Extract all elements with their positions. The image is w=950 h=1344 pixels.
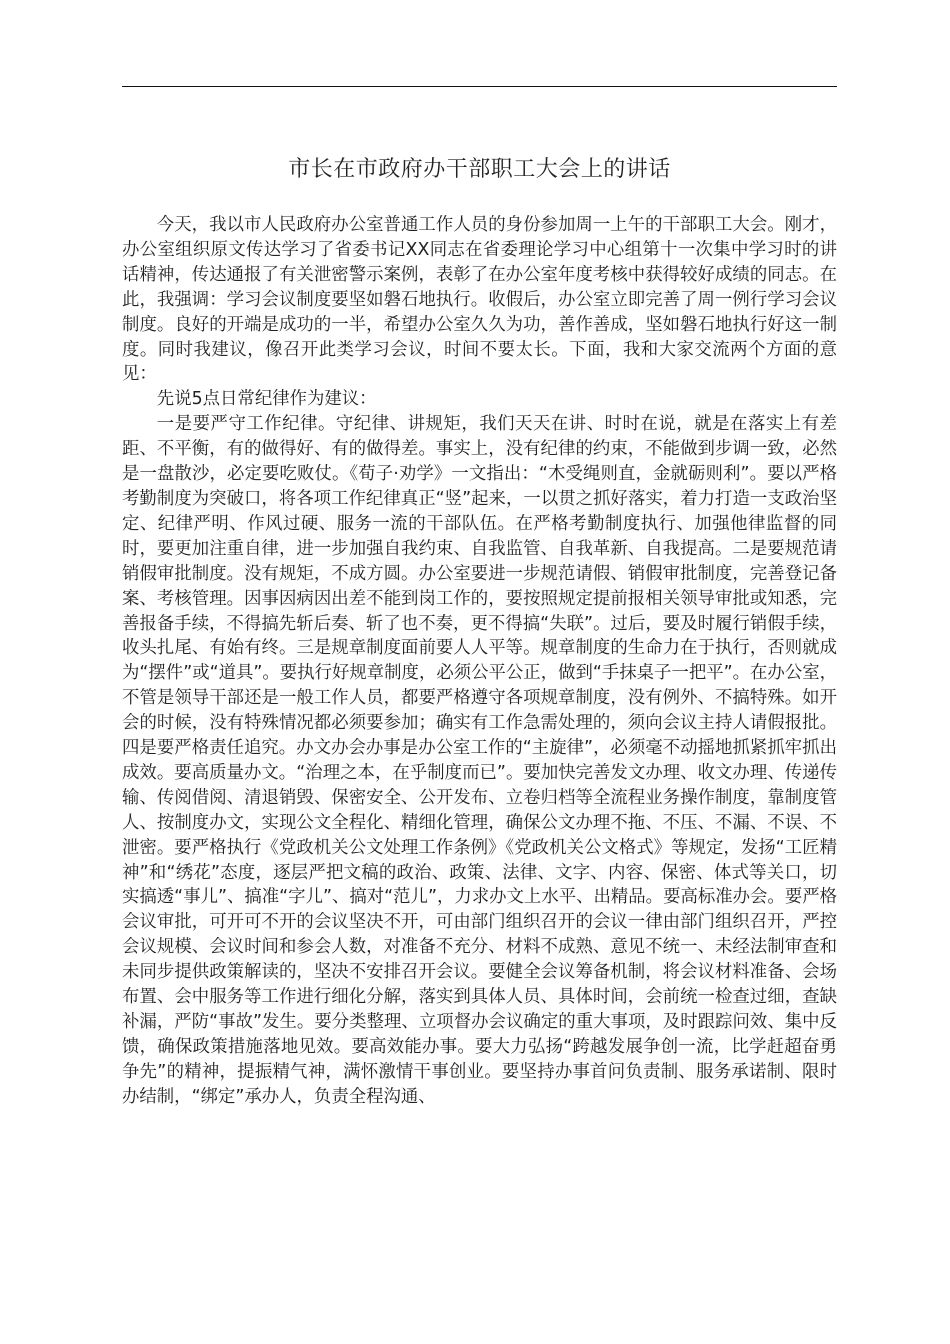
document-body (122, 213, 837, 1110)
paragraph-discipline: 一是要严守工作纪律。守纪律、讲规矩，我们天天在讲、时时在说，就是在落实上有差距、不平衡，有的做得好、有的做得差。事实上，没有纪律的约束，不能做到步调一致，必然是一盘散沙，必定要吃败仗。《荀子·劝学》一文指出：“木受绳则直，金就砺则利”。要以严格考勤制度为突破口，将各项工作纪律真正“竖”起来，一以贯之抓好落实，着力打造一支政治坚定、纪律严明、作风过硬、服务一流的干部队伍。在严格考勤制度执行、加强他律监督的同时，要更加注重自律，进一步加强自我约束、自我监管、自我革新、自我提高。二是要规范请销假审批制度。没有规矩，不成方圆。办公室要进一步规范请假、销假审批制度，完善登记备案、考核管理。因事因病因出差不能到岗工作的，要按照规定提前报相关领导审批或知悉，完善报备手续，不得搞先斩后奏、斩了也不奏，更不得搞“失联”。过后，要及时履行销假手续，收头扎尾、有始有终。三是规章制度面前要人人平等。规章制度的生命力在于执行，否则就成为“摆件”或“道具”。要执行好规章制度，必须公平公正，做到“手抹桌子一把平”。在办公室，不管是领导干部还是一般工作人员，都要严格遵守各项规章制度，没有例外、不搞特殊。如开会的时候，没有特殊情况都必须要参加；确实有工作急需处理的，须向会议主持人请假报批。四是要严格责任追究。办文办会办事是办公室工作的“主旋律”，必须毫不动摇地抓紧抓牢抓出成效。要高质量办文。“治理之本，在乎制度而已”。要加快完善发文办理、收文办理、传递传输、传阅借阅、清退销毁、保密安全、公开发布、立卷归档等全流程业务操作制度，靠制度管人、按制度办文，实现公文全程化、精细化管理，确保公文办理不拖、不压、不漏、不误、不泄密。要严格执行《党政机关公文处理工作条例》《党政机关公文格式》等规定，发扬“工匠精神”和“绣花”态度，逐层严把文稿的政治、政策、法律、文字、内容、保密、体式等关口，切实搞透“事儿”、搞准“字儿”、搞对“范儿”，力求办文上水平、出精品。要高标准办会。要严格会议审批，可开可不开的会议坚决不开，可由部门组织召开的会议一律由部门组织召开，严控会议规模、会议时间和参会人数，对准备不充分、材料不成熟、意见不统一、未经法制审查和未同步提供政策解读的，坚决不安排召开会议。要健全会议筹备机制，将会议材料准备、会场布置、会中服务等工作进行细化分解，落实到具体人员、具体时间，会前统一检查过细，查缺补漏，严防“事故”发生。要分类整理、立项督办会议确定的重大事项，及时跟踪问效、集中反馈，确保政策措施落地见效。要高效能办事。要大力弘扬“跨越发展争创一流，比学赶超奋勇争先”的精神，提振精气神，满怀激情干事创业。要坚持办事首问负责制、服务承诺制、限时办结制，“绑定”承办人，负责全程沟通、 (122, 414, 837, 1107)
document-title: 市长在市政府办干部职工大会上的讲话 (288, 157, 671, 182)
paragraph-lead: 先说5点日常纪律作为建议： (156, 389, 377, 410)
header-rule (122, 86, 837, 87)
paragraph-intro: 今天，我以市人民政府办公室普通工作人员的身份参加周一上午的干部职工大会。刚才，办公室组织原文传达学习了省委书记XX同志在省委理论学习中心组第十一次集中学习时的讲话精神，传达通报了有关泄密警示案例，表彰了在办公室年度考核中获得较好成绩的同志。在此，我强调：学习会议制度要坚如磐石地执行。收假后，办公室立即完善了周一例行学习会议制度。良好的开端是成功的一半，希望办公室久久为功，善作善成，坚如磐石地执行好这一制度。同时我建议，像召开此类学习会议，时间不要太长。下面，我和大家交流两个方面的意见： (122, 215, 837, 385)
